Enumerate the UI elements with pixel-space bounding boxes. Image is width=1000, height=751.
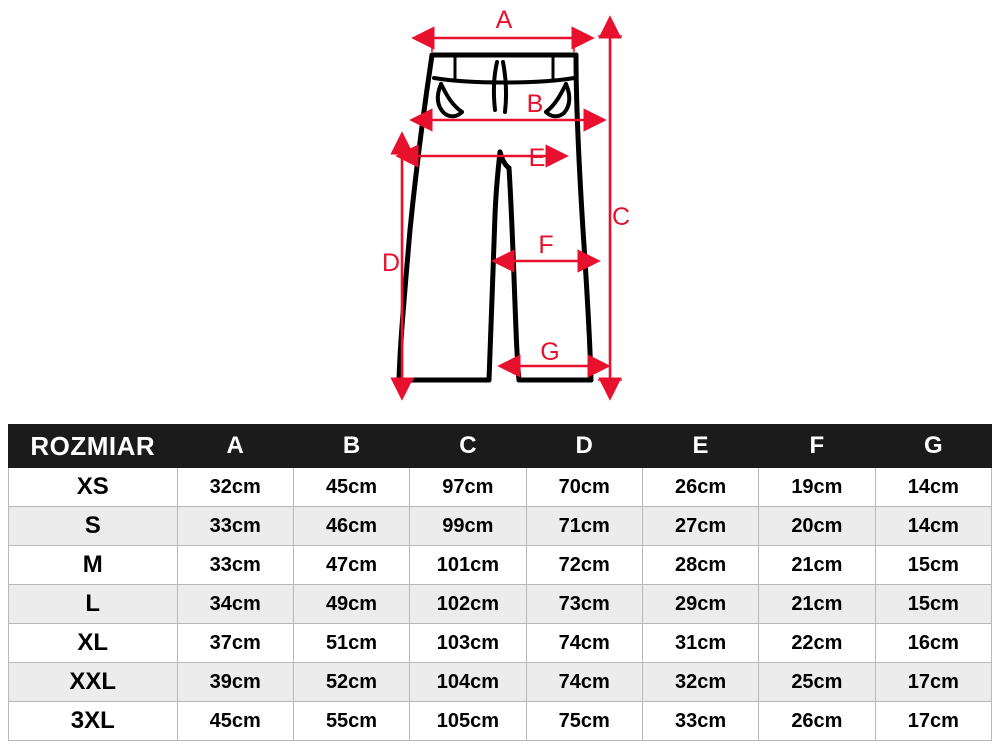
cell-g: 14cm [875, 507, 991, 546]
cell-a: 37cm [177, 624, 293, 663]
table-row [9, 585, 992, 624]
header-col-f: F [759, 425, 875, 468]
table-row [9, 663, 992, 702]
cell-d: 75cm [526, 702, 642, 741]
cell-g: 16cm [875, 624, 991, 663]
cell-b: 47cm [293, 546, 409, 585]
cell-a: 45cm [177, 702, 293, 741]
cell-c: 99cm [410, 507, 526, 546]
cell-g: 15cm [875, 585, 991, 624]
cell-c: 102cm [410, 585, 526, 624]
cell-f: 21cm [759, 585, 875, 624]
header-col-c: C [410, 425, 526, 468]
header-col-a: A [177, 425, 293, 468]
measure-label-b: B [526, 90, 544, 118]
cell-g: 15cm [875, 546, 991, 585]
cell-a: 34cm [177, 585, 293, 624]
row-size-label: M [9, 546, 178, 585]
cell-f: 21cm [759, 546, 875, 585]
cell-f: 20cm [759, 507, 875, 546]
cell-c: 103cm [410, 624, 526, 663]
cell-b: 49cm [293, 585, 409, 624]
cell-d: 71cm [526, 507, 642, 546]
table-header-row [9, 425, 992, 468]
table-row [9, 624, 992, 663]
header-col-b: B [293, 425, 409, 468]
row-size-label: XL [9, 624, 178, 663]
row-size-label: S [9, 507, 178, 546]
cell-d: 74cm [526, 624, 642, 663]
table-row [9, 507, 992, 546]
header-col-e: E [642, 425, 758, 468]
cell-d: 70cm [526, 468, 642, 507]
row-size-label: 3XL [9, 702, 178, 741]
header-col-d: D [526, 425, 642, 468]
cell-f: 25cm [759, 663, 875, 702]
cell-a: 39cm [177, 663, 293, 702]
measure-label-a: A [495, 6, 513, 34]
cell-d: 74cm [526, 663, 642, 702]
cell-b: 45cm [293, 468, 409, 507]
cell-c: 101cm [410, 546, 526, 585]
measure-label-f: F [538, 231, 554, 259]
cell-c: 97cm [410, 468, 526, 507]
cell-g: 14cm [875, 468, 991, 507]
measure-label-g: G [540, 338, 560, 366]
cell-e: 31cm [642, 624, 758, 663]
pants-outline-shape [399, 55, 591, 380]
table-row [9, 702, 992, 741]
cell-a: 32cm [177, 468, 293, 507]
cell-a: 33cm [177, 507, 293, 546]
cell-c: 105cm [410, 702, 526, 741]
table-head [9, 425, 992, 468]
row-size-label: XS [9, 468, 178, 507]
cell-f: 19cm [759, 468, 875, 507]
cell-b: 51cm [293, 624, 409, 663]
cell-e: 28cm [642, 546, 758, 585]
cell-e: 32cm [642, 663, 758, 702]
measure-label-e: E [528, 144, 546, 172]
cell-b: 55cm [293, 702, 409, 741]
cell-g: 17cm [875, 702, 991, 741]
cell-c: 104cm [410, 663, 526, 702]
cell-e: 33cm [642, 702, 758, 741]
cell-f: 22cm [759, 624, 875, 663]
cell-b: 52cm [293, 663, 409, 702]
cell-d: 73cm [526, 585, 642, 624]
cell-g: 17cm [875, 663, 991, 702]
header-col-g: G [875, 425, 991, 468]
cell-b: 46cm [293, 507, 409, 546]
cell-e: 29cm [642, 585, 758, 624]
row-size-label: L [9, 585, 178, 624]
cell-a: 33cm [177, 546, 293, 585]
size-chart-table [8, 424, 992, 741]
cell-e: 27cm [642, 507, 758, 546]
table-body [9, 468, 992, 741]
measure-label-d: D [381, 249, 401, 277]
cell-f: 26cm [759, 702, 875, 741]
measure-label-c: C [611, 203, 631, 231]
header-size-label: ROZMIAR [9, 425, 178, 468]
row-size-label: XXL [9, 663, 178, 702]
cell-e: 26cm [642, 468, 758, 507]
table-row [9, 546, 992, 585]
table-row [9, 468, 992, 507]
cell-d: 72cm [526, 546, 642, 585]
